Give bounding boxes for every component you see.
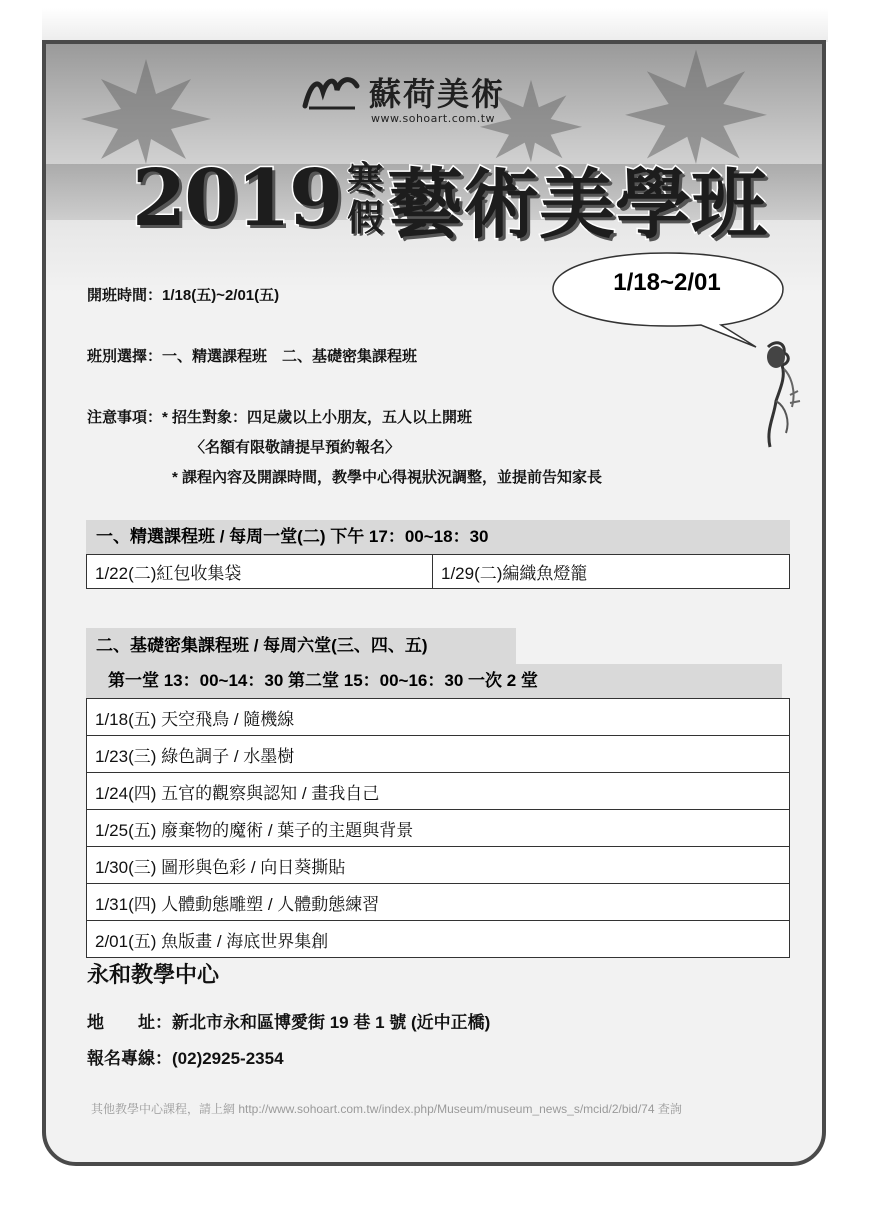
table-cell: 1/30(三) 圖形與色彩 / 向日葵撕貼 (87, 847, 790, 884)
table-row (87, 810, 790, 847)
table-cell: 1/22(二)紅包收集袋 (87, 555, 433, 589)
info-class-choice: 班別選擇：一、精選課程班 二、基礎密集課程班 (87, 348, 418, 365)
table-row (87, 773, 790, 810)
table-row (87, 555, 790, 589)
table-cell: 1/23(三) 綠色調子 / 水墨樹 (87, 736, 790, 773)
title-stack-bottom: 假 (347, 196, 384, 239)
brand-logo (301, 72, 506, 125)
section2-header: 二、基礎密集課程班 / 每周六堂(三、四、五) (86, 628, 516, 664)
section2-table (86, 698, 790, 958)
title-stack-top: 寒 (347, 158, 384, 201)
brand-name: 蘇荷美術 (369, 75, 506, 113)
table-row (87, 847, 790, 884)
section1-header: 一、精選課程班 / 每周一堂(二) 下午 17：00~18：30 (86, 520, 790, 554)
info-notice-2: 〈名額有限敬請提早預約報名〉 (190, 439, 401, 456)
center-phone: 報名專線：(02)2925-2354 (87, 1049, 284, 1068)
center-address: 地 址：新北市永和區博愛街 19 巷 1 號 (近中正橋) (87, 1013, 491, 1032)
footer-note: 其他教學中心課程，請上網 http://www.sohoart.com.tw/index.php/Museum/museum_news_s/mcid/2/bid/74 查詢 (91, 1102, 682, 1116)
date-bubble (551, 251, 783, 325)
bird-illustration-icon (746, 337, 806, 457)
section1-table (86, 554, 790, 589)
table-row (87, 699, 790, 736)
table-cell: 2/01(五) 魚版畫 / 海底世界集創 (87, 921, 790, 958)
info-notice-3: * 課程內容及開課時間，教學中心得視狀況調整，並提前告知家長 (172, 469, 603, 486)
flyer-frame (42, 40, 826, 1166)
brand-url: www.sohoart.com.tw (371, 112, 496, 125)
table-cell: 1/24(四) 五官的觀察與認知 / 畫我自己 (87, 773, 790, 810)
brand-mark-icon (301, 72, 361, 110)
table-cell: 1/18(五) 天空飛鳥 / 隨機線 (87, 699, 790, 736)
speech-bubble-icon (551, 251, 791, 351)
title-stack (347, 158, 384, 239)
date-range: 1/18~2/01 (613, 269, 721, 296)
table-cell: 1/29(二)編織魚燈籠 (433, 555, 790, 589)
top-strip (42, 8, 828, 42)
info-notice-1: 注意事項：* 招生對象：四足歲以上小朋友，五人以上開班 (87, 409, 473, 426)
table-row (87, 921, 790, 958)
table-row (87, 884, 790, 921)
center-name: 永和教學中心 (87, 962, 220, 987)
table-cell: 1/31(四) 人體動態雕塑 / 人體動態練習 (87, 884, 790, 921)
info-period: 開班時間：1/18(五)~2/01(五) (87, 287, 280, 304)
table-row (87, 736, 790, 773)
title-main: 藝術美學班 (387, 160, 768, 249)
page-title (132, 144, 767, 253)
table-cell: 1/25(五) 廢棄物的魔術 / 葉子的主題與背景 (87, 810, 790, 847)
section2-times: 第一堂 13：00~14：30 第二堂 15：00~16：30 一次 2 堂 (86, 664, 782, 698)
title-year: 2019 (132, 153, 342, 244)
